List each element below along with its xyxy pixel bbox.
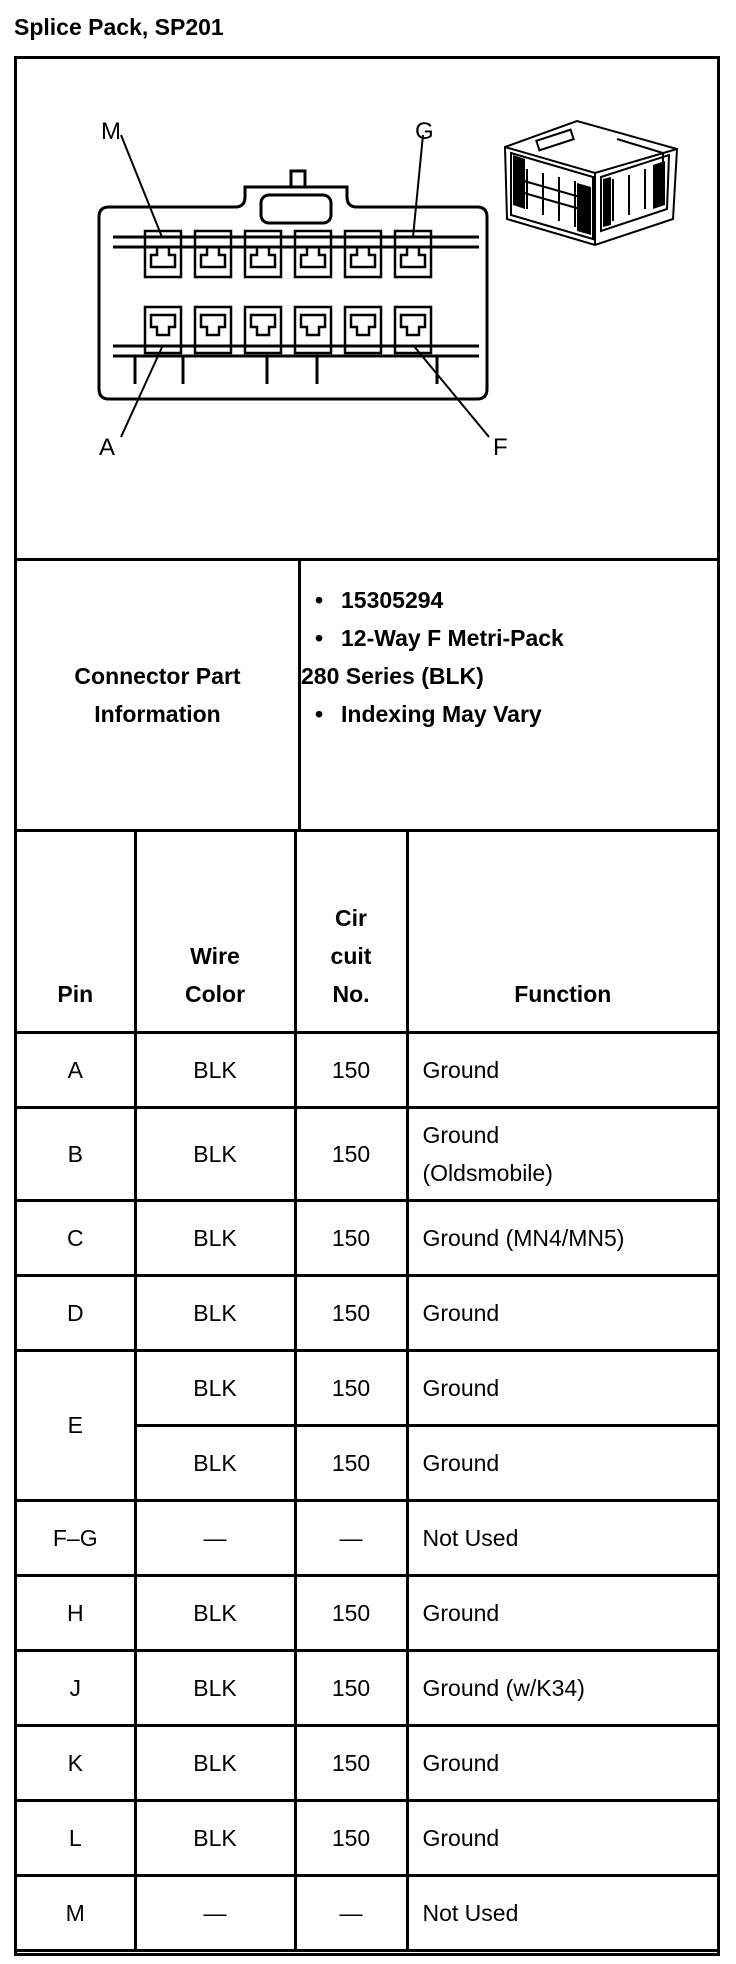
cell-function: Ground [407,1801,717,1876]
cell-wire-color: BLK [135,1651,295,1726]
connector-info-label-line2: Information [94,701,221,727]
cell-function: Ground [407,1276,717,1351]
cell-circuit: 150 [295,1726,407,1801]
cell-function: Ground [407,1576,717,1651]
table-row [17,1876,717,1951]
table-row [17,1501,717,1576]
cell-wire-color: BLK [135,1576,295,1651]
cell-circuit: 150 [295,1426,407,1501]
bullet-icon: • [315,587,324,613]
cell-wire-color: BLK [135,1801,295,1876]
cell-function: Ground (Oldsmobile) [407,1108,717,1201]
cell-function: Ground (MN4/MN5) [407,1201,717,1276]
cell-function: Ground [407,1351,717,1426]
leader-line-a [121,345,163,437]
cell-circuit: 150 [295,1201,407,1276]
pin-label-f: F [493,434,508,461]
page-title: Splice Pack, SP201 [14,14,224,40]
connector-part-information [17,561,717,832]
bullet-icon: • [315,625,324,651]
leader-line-f [413,345,489,437]
table-row [17,1801,717,1876]
leader-line-m [121,135,162,237]
connector-info-list [301,581,711,733]
cell-wire-color: BLK [135,1033,295,1108]
cell-circuit: — [295,1876,407,1951]
table-row [17,1576,717,1651]
header-pin: Pin [17,832,135,1033]
cell-function: Ground (w/K34) [407,1651,717,1726]
cell-pin: F–G [17,1501,135,1576]
connector-face-drawing [17,59,717,558]
cell-pin: E [17,1351,135,1501]
cell-pin: B [17,1108,135,1201]
table-header-row [17,832,717,1033]
cell-circuit: — [295,1501,407,1576]
table-row [17,1351,717,1426]
connector-diagram [17,59,717,561]
connector-body-outline [99,187,487,399]
cell-pin: H [17,1576,135,1651]
table-row [17,1201,717,1276]
connector-info-item: • Indexing May Vary [301,695,711,733]
pinout-table [17,832,717,1952]
cell-circuit: 150 [295,1108,407,1201]
cell-function: Ground [407,1426,717,1501]
header-wire-color: Wire Color [135,832,295,1033]
connector-info-item: • 15305294 [301,581,711,619]
leader-line-g [413,135,423,237]
cell-function: Ground [407,1726,717,1801]
cell-wire-color: — [135,1876,295,1951]
cell-function: Not Used [407,1501,717,1576]
cell-circuit: 150 [295,1576,407,1651]
cell-function: Ground [407,1033,717,1108]
cell-pin: M [17,1876,135,1951]
cell-wire-color: BLK [135,1108,295,1201]
cell-wire-color: — [135,1501,295,1576]
connector-latch-slot [261,195,331,223]
table-row [17,1651,717,1726]
table-row [17,1276,717,1351]
cell-circuit: 150 [295,1801,407,1876]
table-row [17,1108,717,1201]
pin-label-a: A [99,434,116,461]
cell-pin: L [17,1801,135,1876]
cell-pin: A [17,1033,135,1108]
table-row [17,1726,717,1801]
cell-wire-color: BLK [135,1351,295,1426]
header-function: Function [407,832,717,1033]
connector-info-label-line1: Connector Part [74,663,241,689]
connector-info-item: 280 Series (BLK) [301,663,484,689]
cell-circuit: 150 [295,1651,407,1726]
header-circuit-no: Cir cuit No. [295,832,407,1033]
connector-info-label [17,561,301,829]
cell-wire-color: BLK [135,1426,295,1501]
table-row [17,1033,717,1108]
cell-circuit: 150 [295,1033,407,1108]
connector-frame [14,56,720,1956]
pin-label-g: G [415,118,434,145]
pin-label-m: M [101,118,121,145]
bullet-icon: • [315,701,324,727]
cell-wire-color: BLK [135,1201,295,1276]
connector-info-item: • 12-Way F Metri-Pack [301,619,711,657]
cell-pin: K [17,1726,135,1801]
cell-wire-color: BLK [135,1276,295,1351]
cell-circuit: 150 [295,1276,407,1351]
connector-latch-tab [291,171,305,187]
cell-wire-color: BLK [135,1726,295,1801]
cell-pin: D [17,1276,135,1351]
cell-pin: C [17,1201,135,1276]
cell-circuit: 150 [295,1351,407,1426]
cell-pin: J [17,1651,135,1726]
cell-function: Not Used [407,1876,717,1951]
